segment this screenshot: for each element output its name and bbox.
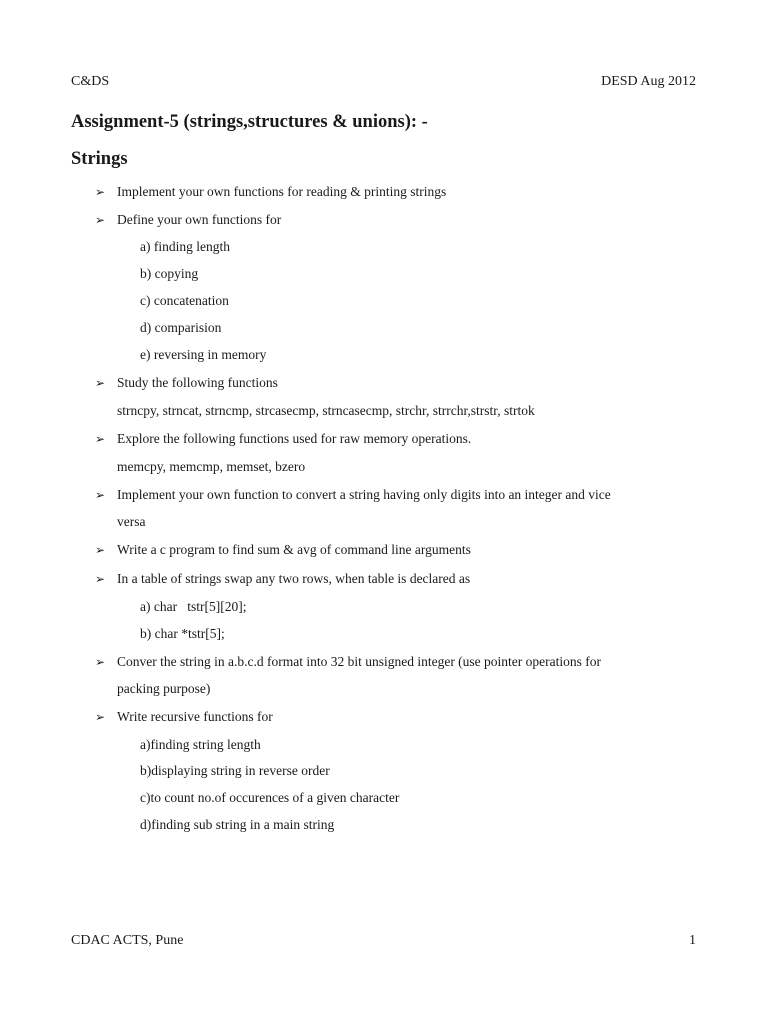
sub-list-item: d) comparision bbox=[140, 320, 222, 335]
list-item: Explore the following functions used for raw memory operations. bbox=[117, 431, 472, 446]
document-title: Assignment-5 (strings,structures & unions): - bbox=[71, 112, 428, 132]
list-item-continuation: packing purpose) bbox=[117, 681, 211, 696]
bullet-arrow-icon: ➢ bbox=[95, 488, 106, 502]
sub-list-item: a) finding length bbox=[140, 239, 230, 254]
list-item-continuation: strncpy, strncat, strncmp, strcasecmp, strncasecmp, strchr, strrchr,strstr, strtok bbox=[117, 403, 535, 418]
list-item: Study the following functions bbox=[117, 375, 278, 390]
bullet-arrow-icon: ➢ bbox=[95, 655, 106, 669]
list-item: Implement your own function to convert a string having only digits into an integer and vice bbox=[117, 487, 611, 502]
page-header-right: DESD Aug 2012 bbox=[601, 74, 696, 89]
page-number: 1 bbox=[689, 933, 696, 948]
bullet-arrow-icon: ➢ bbox=[95, 710, 106, 724]
bullet-arrow-icon: ➢ bbox=[95, 572, 106, 586]
page-header-left: C&DS bbox=[71, 74, 110, 89]
sub-list-item: a)finding string length bbox=[140, 737, 261, 752]
list-item: In a table of strings swap any two rows, when table is declared as bbox=[117, 571, 471, 586]
list-item: Define your own functions for bbox=[117, 212, 282, 227]
section-heading: Strings bbox=[71, 149, 128, 169]
sub-list-item: c)to count no.of occurences of a given character bbox=[140, 790, 400, 805]
list-item-continuation: versa bbox=[117, 514, 146, 529]
sub-list-item: e) reversing in memory bbox=[140, 347, 267, 362]
bullet-arrow-icon: ➢ bbox=[95, 185, 106, 199]
list-item: Write recursive functions for bbox=[117, 709, 273, 724]
sub-list-item: a) char tstr[5][20]; bbox=[140, 599, 247, 614]
list-item: Implement your own functions for reading & printing strings bbox=[117, 184, 447, 199]
bullet-arrow-icon: ➢ bbox=[95, 213, 106, 227]
bullet-arrow-icon: ➢ bbox=[95, 376, 106, 390]
sub-list-item: b) copying bbox=[140, 266, 199, 281]
list-item: Write a c program to find sum & avg of command line arguments bbox=[117, 542, 471, 557]
bullet-arrow-icon: ➢ bbox=[95, 432, 106, 446]
sub-list-item: d)finding sub string in a main string bbox=[140, 817, 335, 832]
bullet-arrow-icon: ➢ bbox=[95, 543, 106, 557]
sub-list-item: b)displaying string in reverse order bbox=[140, 763, 330, 778]
page-footer-left: CDAC ACTS, Pune bbox=[71, 933, 184, 948]
list-item-continuation: memcpy, memcmp, memset, bzero bbox=[117, 459, 306, 474]
sub-list-item: b) char *tstr[5]; bbox=[140, 626, 225, 641]
list-item: Conver the string in a.b.c.d format into 32 bit unsigned integer (use pointer operations for bbox=[117, 654, 602, 669]
sub-list-item: c) concatenation bbox=[140, 293, 229, 308]
